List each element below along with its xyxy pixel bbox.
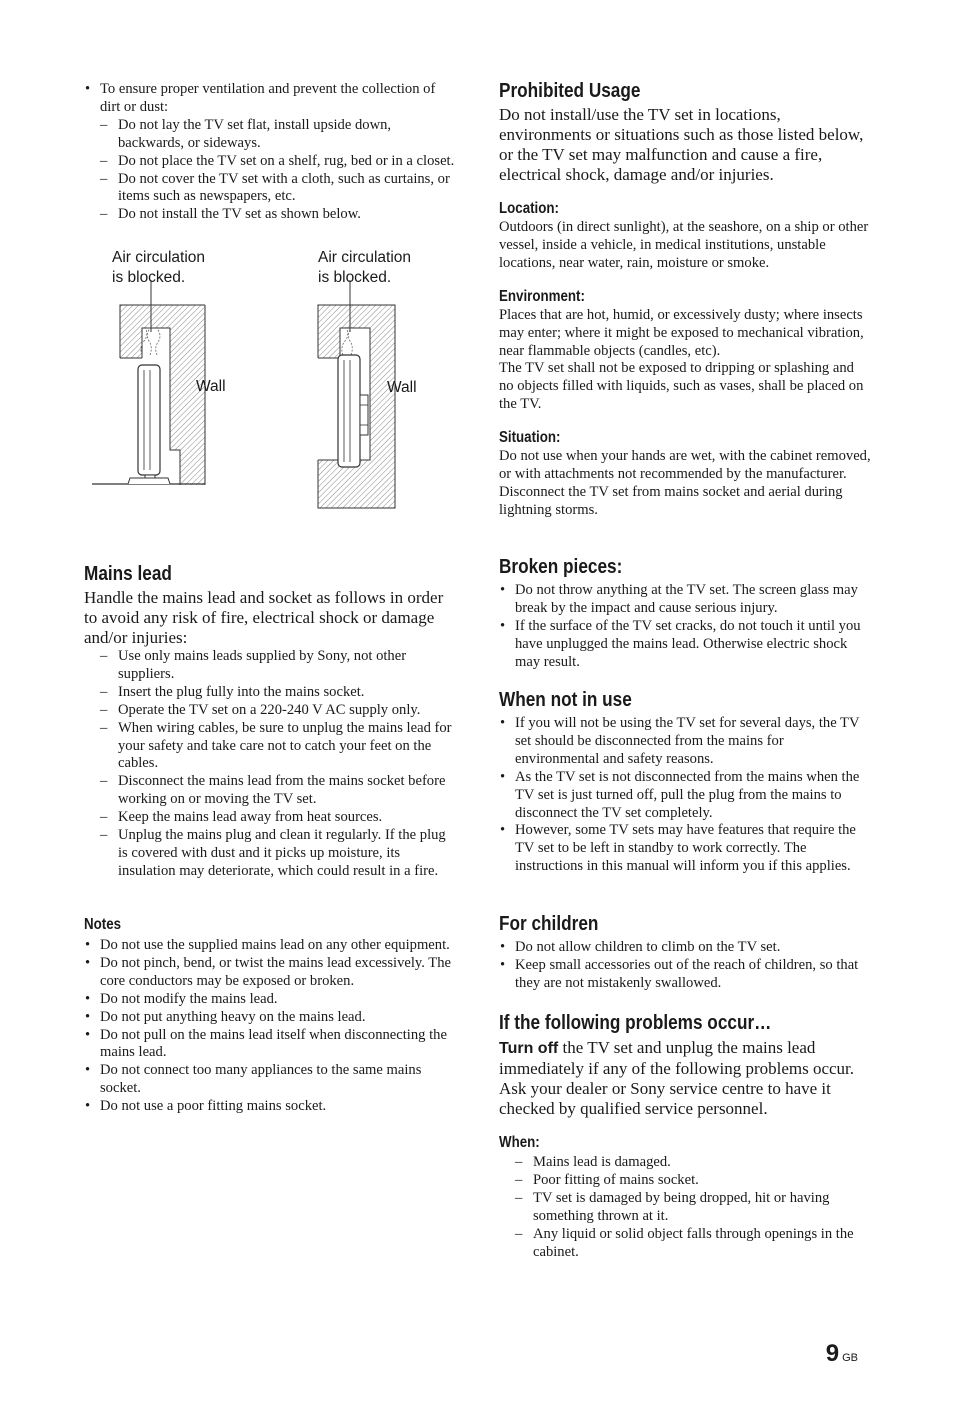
figure-label-1: Air circulation is blocked. <box>112 249 206 286</box>
children-section <box>499 912 871 993</box>
list-item: • To ensure proper ventilation and prevent the collection of dirt or dust: – Do not lay the TV set flat, install upside down, backwards, or sideways. – Do not place the TV set on a shelf, rug, bed or in a closet. – Do not cover the TV set with a cloth, such as curtains, or items such as newspapers, etc. – Do not install the TV set as shown below. <box>84 81 456 224</box>
prohibited-usage-section <box>499 79 871 520</box>
broken-pieces-heading: Broken pieces: <box>499 556 623 578</box>
list-item: – Insert the plug fully into the mains socket. <box>100 684 456 702</box>
notes-section <box>84 915 456 1116</box>
list-item: – Unplug the mains plug and clean it regularly. If the plug is covered with dust and it picks up moisture, its insulation may deteriorate, which could result in a fire. <box>100 827 456 881</box>
not-in-use-heading: When not in use <box>499 689 632 711</box>
list-item: • Do not use the supplied mains lead on any other equipment. <box>84 937 456 955</box>
ventilation-sublist <box>100 117 456 224</box>
list-item: – Operate the TV set on a 220-240 V AC supply only. <box>100 702 456 720</box>
situation-text: Do not use when your hands are wet, with the cabinet removed, or with attachments not recommended by the manufacturer. Disconnect the TV set from mains socket and aerial during lightning storms. <box>499 448 871 518</box>
not-in-use-list <box>499 715 871 876</box>
list-item: – Mains lead is damaged. <box>515 1154 871 1172</box>
list-item: • Keep small accessories out of the reach of children, so that they are not mistakenly swallowed. <box>499 957 871 993</box>
wall-label-1: Wall <box>196 378 226 395</box>
list-item: • However, some TV sets may have features that require the TV set to be left in standby to work correctly. The instructions in this manual will inform you if this applies. <box>499 822 871 876</box>
list-item: – Use only mains leads supplied by Sony, not other suppliers. <box>100 648 456 684</box>
children-list <box>499 939 871 993</box>
list-item: • Do not modify the mains lead. <box>84 991 456 1009</box>
not-in-use-section <box>499 688 871 876</box>
broken-pieces-list <box>499 582 871 672</box>
notes-heading: Notes <box>84 916 122 933</box>
location-heading: Location: <box>499 200 559 217</box>
problems-heading: If the following problems occur… <box>499 1012 772 1034</box>
list-item: • Do not throw anything at the TV set. The screen glass may break by the impact and cause serious injury. <box>499 582 871 618</box>
list-item: • As the TV set is not disconnected from the mains when the TV set is just turned off, pull the plug from the mains to disconnect the TV set completely. <box>499 769 871 823</box>
list-item: – Do not place the TV set on a shelf, rug, bed or in a closet. <box>100 153 456 171</box>
list-item: • If the surface of the TV set cracks, do not touch it until you have unplugged the mains lead. Otherwise electric shock may result. <box>499 618 871 672</box>
notes-list <box>84 937 456 1116</box>
when-list <box>515 1154 871 1261</box>
ventilation-list <box>84 81 456 224</box>
mains-lead-section <box>84 562 456 881</box>
list-item: • Do not put anything heavy on the mains lead. <box>84 1009 456 1027</box>
list-item: – TV set is damaged by being dropped, hit or having something thrown at it. <box>515 1190 871 1226</box>
problems-section <box>499 1011 871 1261</box>
location-text: Outdoors (in direct sunlight), at the seashore, on a ship or other vessel, inside a vehicle, in medical institutions, unstable locations, near water, rain, moisture or smoke. <box>499 219 869 271</box>
list-item: – When wiring cables, be sure to unplug the mains lead for your safety and take care not to catch your feet on the cables. <box>100 720 456 774</box>
mains-lead-list <box>100 648 456 881</box>
list-item: • Do not pinch, bend, or twist the mains lead excessively. The core conductors may be exposed or broken. <box>84 955 456 991</box>
list-item: • If you will not be using the TV set for several days, the TV set should be disconnected from the mains for environmental and safety reasons. <box>499 715 871 769</box>
list-item: – Do not lay the TV set flat, install upside down, backwards, or sideways. <box>100 117 456 153</box>
list-item: – Keep the mains lead away from heat sources. <box>100 809 456 827</box>
situation-heading: Situation: <box>499 429 561 447</box>
environment-text-1: Places that are hot, humid, or excessively dusty; where insects may enter; where it might be exposed to mechanical vibration, near flammable objects (candles, etc). <box>499 306 864 359</box>
list-item: • Do not allow children to climb on the TV set. <box>499 939 871 957</box>
prohibited-usage-heading: Prohibited Usage <box>499 80 641 102</box>
mains-lead-intro: Handle the mains lead and socket as follows in order to avoid any risk of fire, electrical shock or damage and/or injuries: <box>84 588 444 647</box>
environment-heading: Environment: <box>499 287 585 305</box>
when-heading: When: <box>499 1134 540 1151</box>
prohibited-intro: Do not install/use the TV set in locations, environments or situations such as those listed below, or the TV set may malfunction and cause a fire, electrical shock, damage and/or injuries. <box>499 105 864 184</box>
list-item: – Poor fitting of mains socket. <box>515 1172 871 1190</box>
broken-pieces-section <box>499 555 871 672</box>
environment-text-2: The TV set shall not be exposed to dripping or splashing and no objects filled with liquids, such as vases, shall be placed on the TV. <box>499 360 864 413</box>
page-number: 9 GB <box>825 1340 858 1367</box>
mains-lead-heading: Mains lead <box>84 563 172 585</box>
list-item: • Do not use a poor fitting mains socket. <box>84 1098 456 1116</box>
list-item: – Do not install the TV set as shown below. <box>100 206 456 224</box>
list-item: – Do not cover the TV set with a cloth, such as curtains, or items such as newspapers, etc. <box>100 171 456 207</box>
figure-label-2: Air circulation is blocked. <box>318 249 412 286</box>
list-item: • Do not pull on the mains lead itself when disconnecting the mains lead. <box>84 1027 456 1063</box>
children-heading: For children <box>499 913 599 935</box>
problems-text: Turn off the TV set and unplug the mains lead immediately if any of the following problems occur. Ask your dealer or Sony service centre to have it checked by qualified service personnel. <box>499 1038 855 1118</box>
list-item: – Any liquid or solid object falls through openings in the cabinet. <box>515 1226 871 1262</box>
list-item: • Do not connect too many appliances to the same mains socket. <box>84 1062 456 1098</box>
wall-label-2: Wall <box>387 379 417 396</box>
list-item: – Disconnect the mains lead from the mains socket before working on or moving the TV set. <box>100 773 456 809</box>
turn-off-label: Turn off <box>499 1040 559 1057</box>
